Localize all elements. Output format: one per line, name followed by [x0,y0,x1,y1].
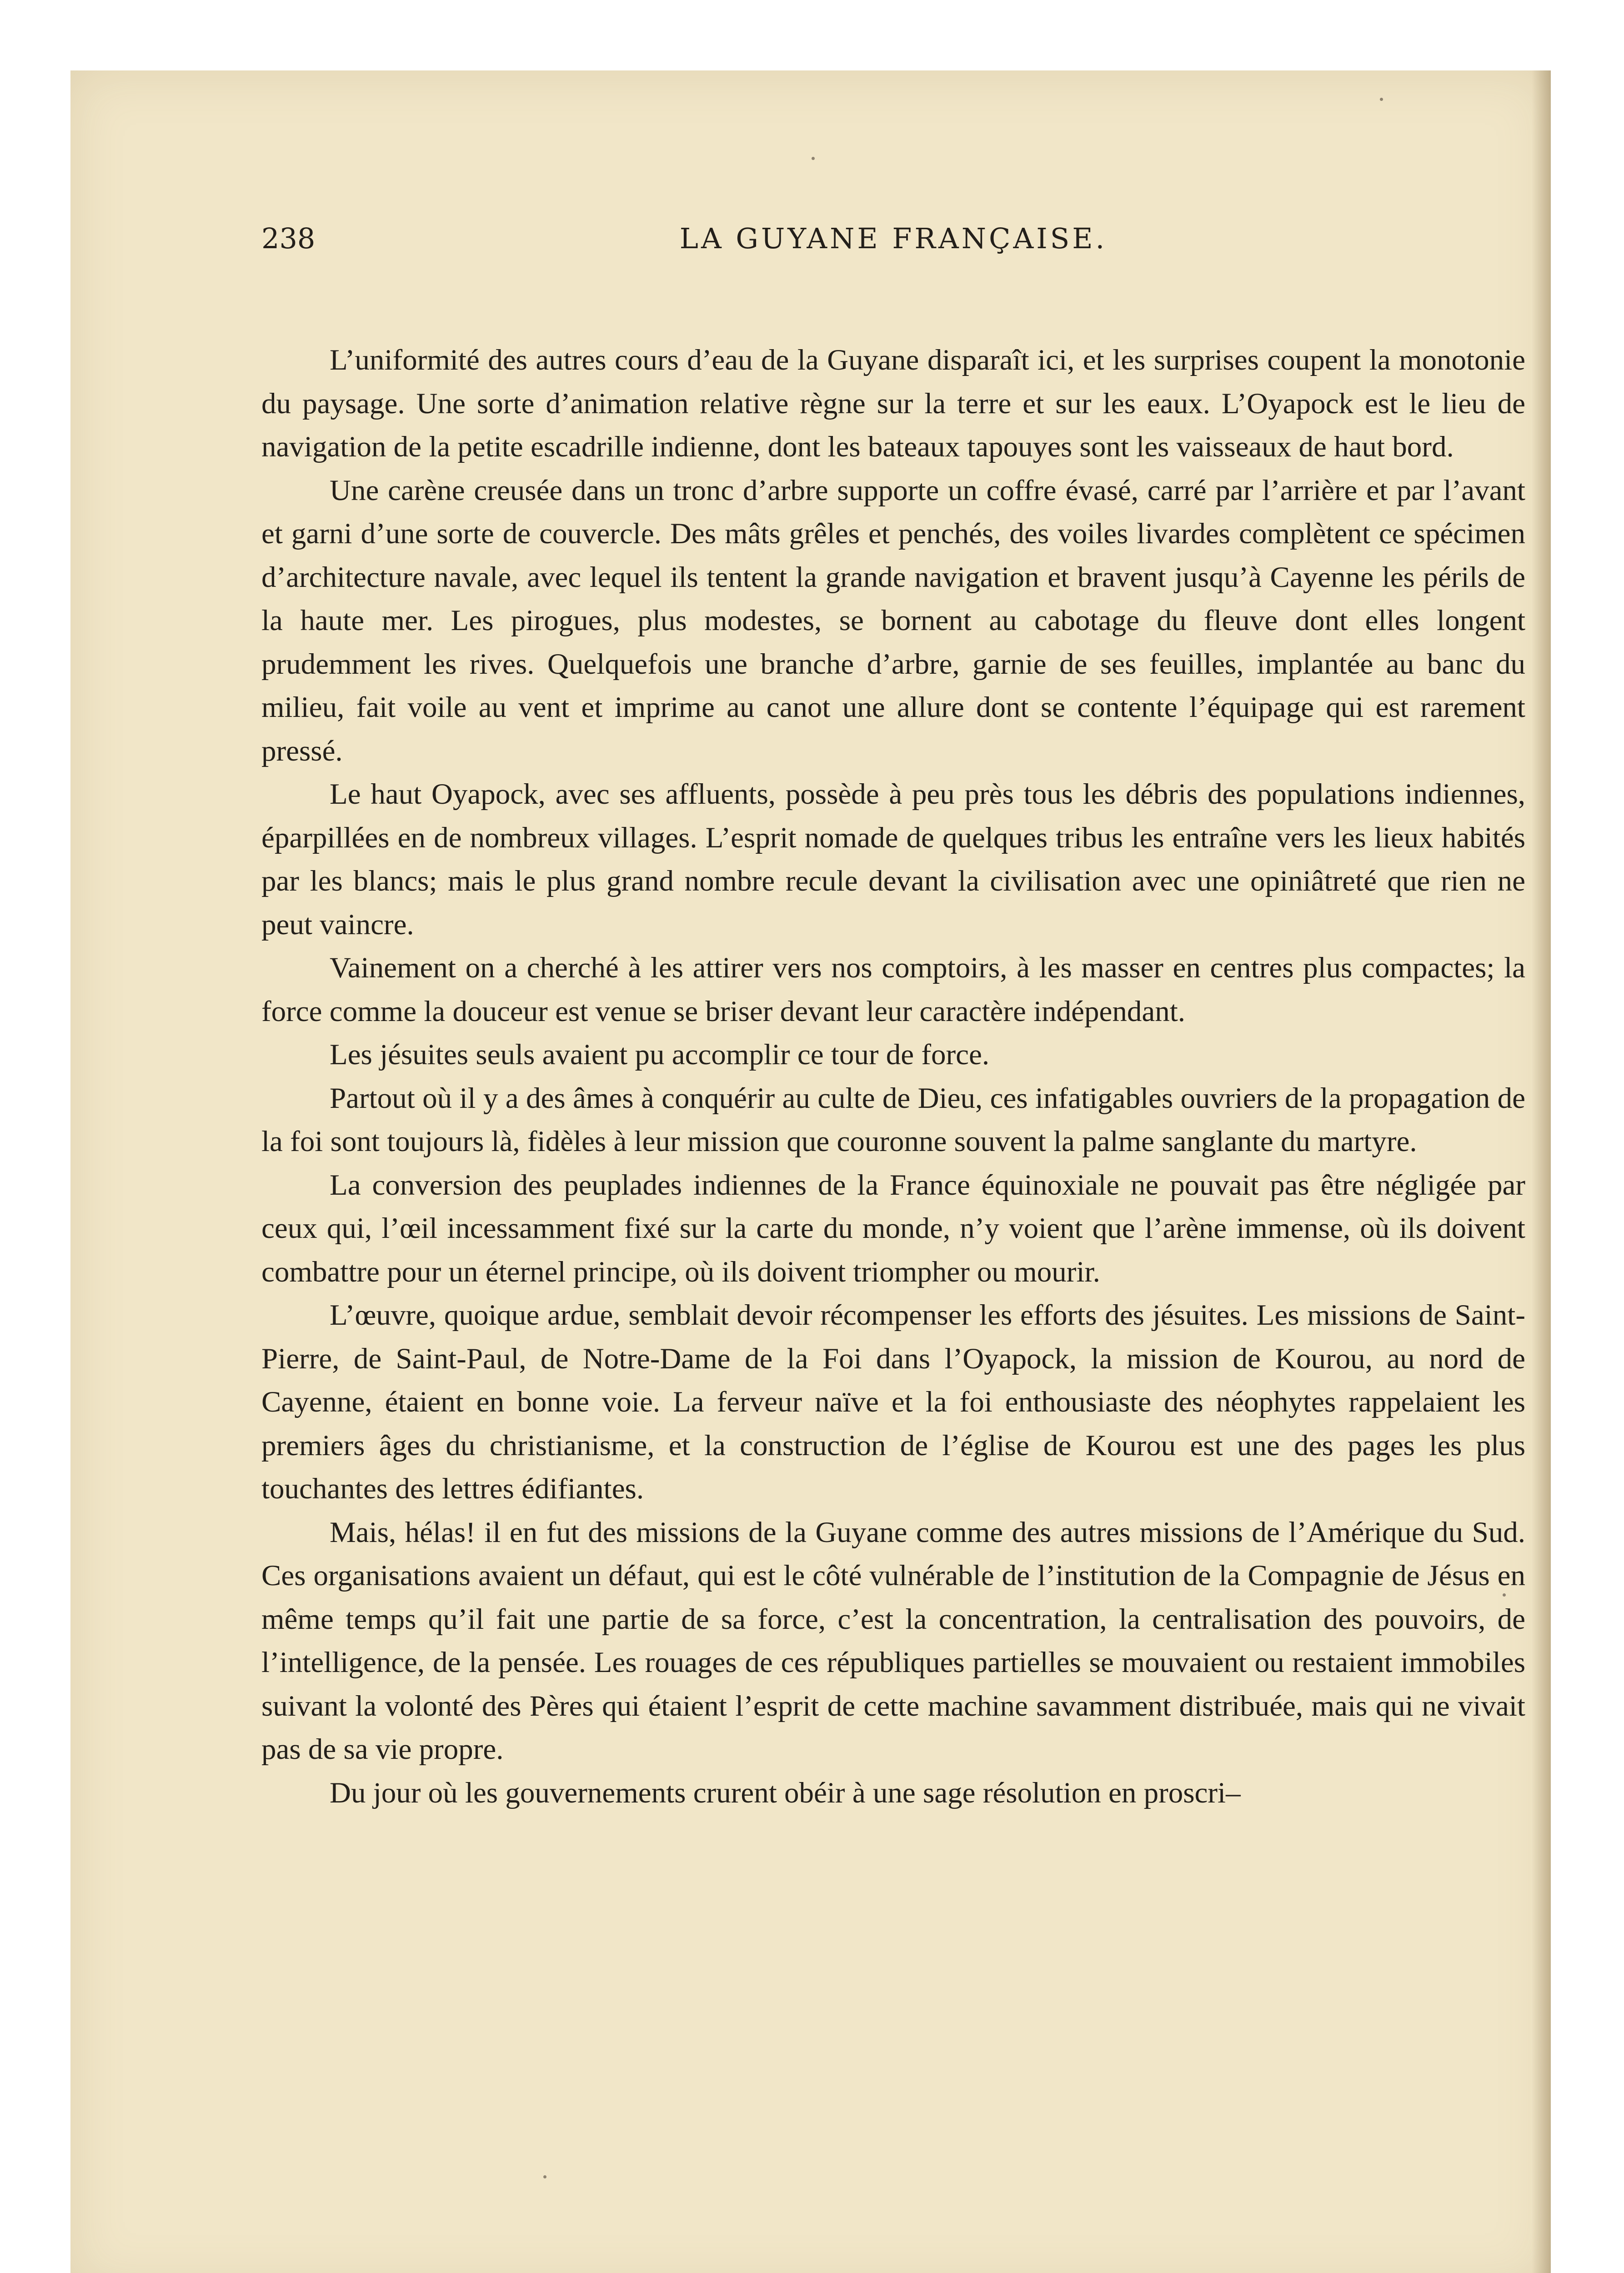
paragraph: L’œuvre, quoique ardue, semblait devoir récompenser les efforts des jésuites. Les missions de Saint-Pierre, de Saint-Paul, de Notre-Dame de la Foi dans l’Oyapock, la mission de Kourou, au nord de Cayenne, étaient en bonne voie. La ferveur naïve et la foi enthousiaste des néophytes rappelaient les premiers âges du christianisme, et la construction de l’église de Kourou est une des pages les plus touchantes des lettres édifiantes. [261,1299,1525,1505]
page-edge-shadow [1532,70,1551,2273]
paper-speck [1503,1593,1506,1597]
paper-speck [812,157,815,160]
paragraph: Les jésuites seuls avaient pu accomplir ce tour de force. [330,1038,990,1071]
paper-speck [543,2175,546,2178]
paragraph: Une carène creusée dans un tronc d’arbre supporte un coffre évasé, carré par l’arrière et par l’avant et garni d’une sorte de couvercle. Des mâts grêles et penchés, des voiles livardes complètent ce spécimen d’architecture navale, avec lequel ils tentent la grande navigation et bravent jusqu’à Cayenne les périls de la haute mer. Les pirogues, plus modestes, se bornent au cabotage du fleuve dont elles longent prudemment les rives. Quelquefois une branche d’arbre, garnie de ses feuilles, implantée au banc du milieu, fait voile au vent et imprime au canot une allure dont se contente l’équipage qui est rarement pressé. [261,474,1525,767]
paragraph: Du jour où les gouvernements crurent obéir à une sage résolution en proscri– [330,1776,1241,1809]
paragraph: Le haut Oyapock, avec ses affluents, possède à peu près tous les débris des populations indiennes, éparpillées en de nombreux villages. L’esprit nomade de quelques tribus les entraîne vers les lieux habités par les blancs; mais le plus grand nombre recule devant la civilisation avec une opiniâtreté que rien ne peut vaincre. [261,778,1525,941]
paragraph: Vainement on a cherché à les attirer vers nos comptoirs, à les masser en centres plus compactes; la force comme la douceur est venue se briser devant leur caractère indépendant. [261,951,1525,1028]
page-header [261,207,1525,270]
book-page [70,70,1551,2273]
body-text [261,339,1525,1815]
running-title: LA GUYANE FRANÇAISE. [679,222,1108,255]
page-number: 238 [261,222,316,255]
paragraph: Mais, hélas! il en fut des missions de la Guyane comme des autres missions de l’Amérique du Sud. Ces organisations avaient un défaut, qui est le côté vulnérable de l’institution de la Compagnie de Jésus en même temps qu’il fait une partie de sa force, c’est la concentration, la centralisation des pouvoirs, de l’intelligence, de la pensée. Les rouages de ces républiques partielles se mouvaient ou restaient immobiles suivant la volonté des Pères qui étaient l’esprit de cette machine savamment distribuée, mais qui ne vivait pas de sa vie propre. [261,1516,1525,1766]
paragraph: Partout où il y a des âmes à conquérir au culte de Dieu, ces infatigables ouvriers de la propagation de la foi sont toujours là, fidèles à leur mission que couronne souvent la palme sanglante du martyre. [261,1081,1525,1158]
paragraph: L’uniformité des autres cours d’eau de la Guyane disparaît ici, et les surprises coupent la monotonie du paysage. Une sorte d’animation relative règne sur la terre et sur les eaux. L’Oyapock est le lieu de navigation de la petite escadrille indienne, dont les bateaux tapouyes sont les vaisseaux de haut bord. [261,344,1525,463]
paper-speck [1380,98,1383,101]
paragraph: La conversion des peuplades indiennes de la France équinoxiale ne pouvait pas être négligée par ceux qui, l’œil incessamment fixé sur la carte du monde, n’y voient que l’arène immense, où ils doivent combattre pour un éternel principe, où ils doivent triompher ou mourir. [261,1168,1525,1288]
